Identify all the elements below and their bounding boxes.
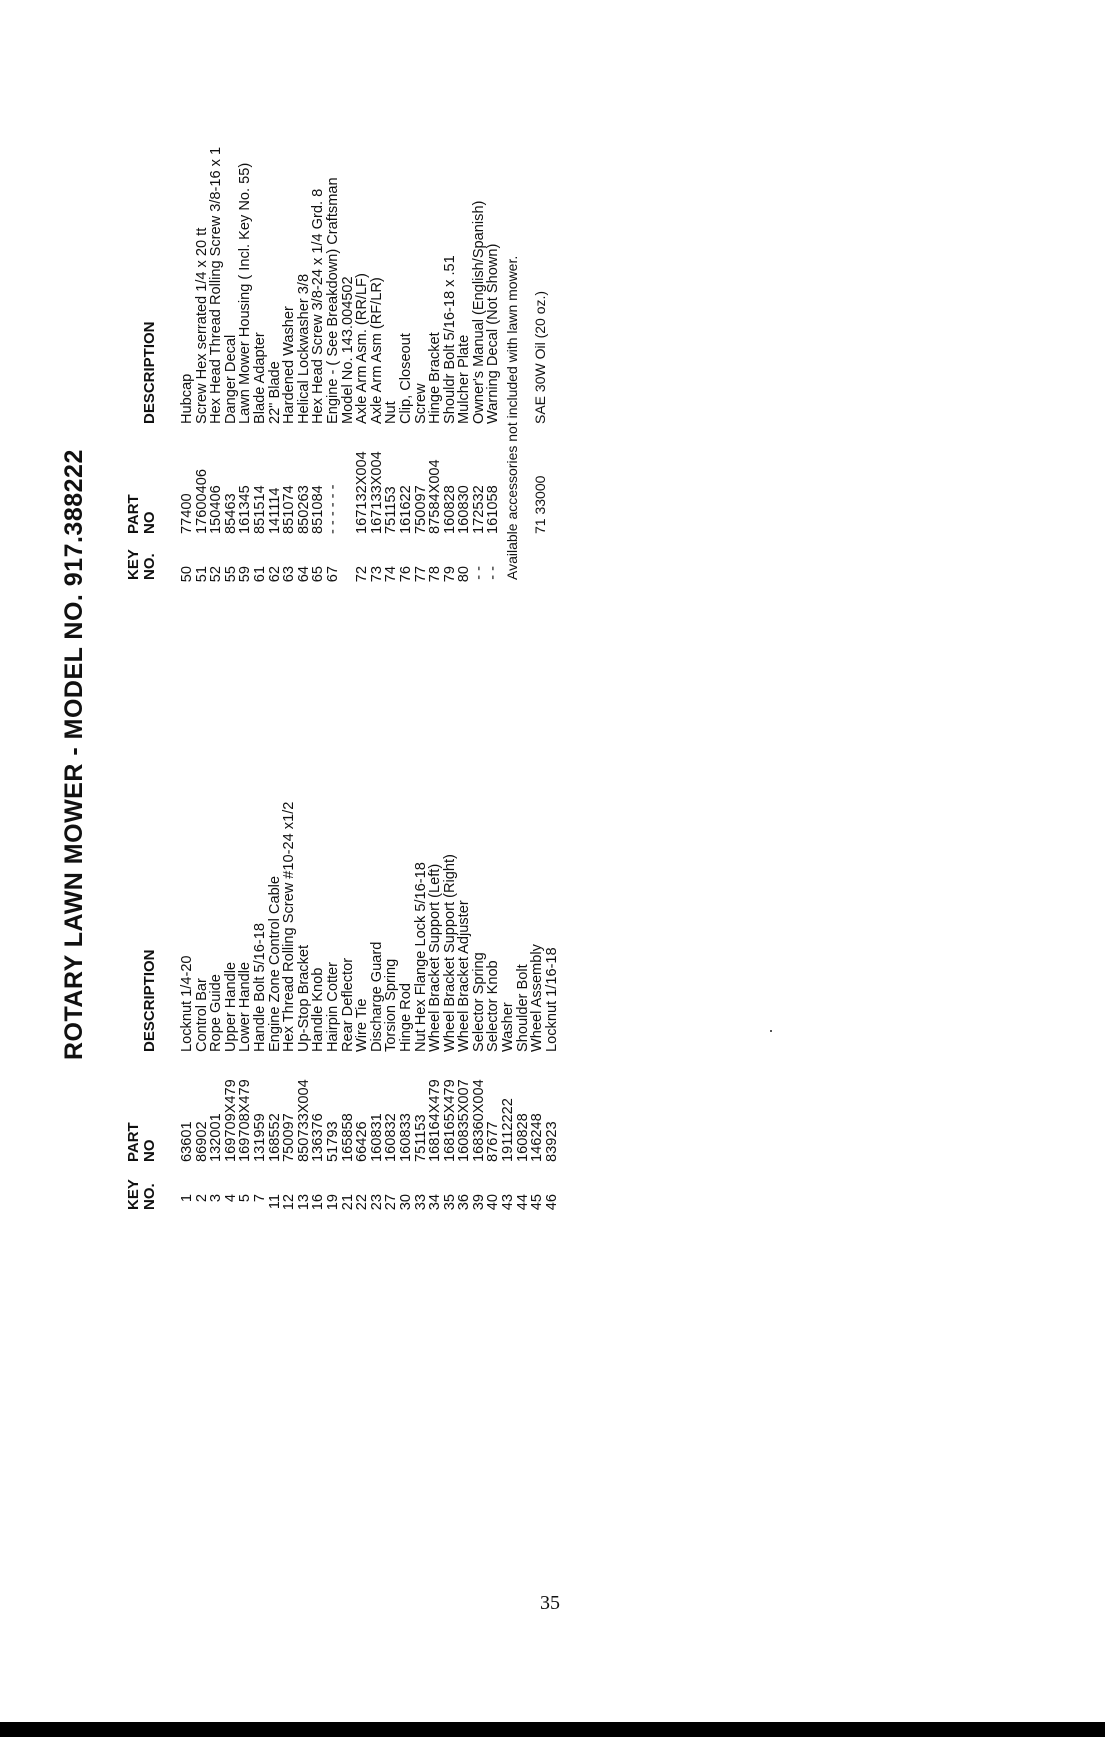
part-description: Nut <box>383 401 400 424</box>
table-row <box>311 802 326 1224</box>
table-row <box>326 802 341 1224</box>
key-number: 62 <box>266 566 283 583</box>
table-row <box>457 802 472 1224</box>
part-description: Hinge Rod <box>397 983 414 1052</box>
part-number: 160828 <box>514 1113 531 1162</box>
part-number: 160831 <box>368 1113 385 1162</box>
key-number: 11 <box>266 1194 283 1210</box>
part-description: Hex Head Screw 3/8-24 x 1/4 Grd. 8 <box>310 188 327 424</box>
part-description: Locknut 1/4-20 <box>179 955 195 1052</box>
key-number: 33 <box>412 1194 429 1211</box>
table-row <box>311 147 326 596</box>
left-part-header: PART NO <box>125 1122 158 1162</box>
key-number: 27 <box>383 1194 400 1211</box>
part-number: 146248 <box>529 1113 546 1162</box>
part-description: Screw Hex serrated 1/4 x 20 tt <box>193 227 210 424</box>
rotated-content <box>60 10 560 1211</box>
part-description: 22" Blade <box>266 361 283 424</box>
part-number: 150406 <box>208 485 225 534</box>
key-number: 22 <box>354 1194 371 1211</box>
key-number: 12 <box>281 1194 298 1211</box>
part-number: 750097 <box>281 1113 298 1162</box>
part-description: Model No. 143.004502 <box>339 276 356 424</box>
left-parts-table <box>180 802 559 1224</box>
table-row <box>486 802 501 1224</box>
table-row <box>326 147 341 596</box>
key-number: 52 <box>208 566 225 583</box>
key-number: 7 <box>251 1194 268 1203</box>
part-description: Hairpin Cotter <box>324 961 341 1052</box>
table-row <box>224 802 239 1224</box>
key-number: 1 <box>179 1194 195 1203</box>
part-number: 160833 <box>397 1113 414 1162</box>
table-row <box>209 802 224 1224</box>
key-number: - - <box>485 566 502 580</box>
right-part-header: PART NO <box>125 494 158 534</box>
key-number: 13 <box>295 1194 312 1211</box>
part-number: 168165X479 <box>441 1079 458 1162</box>
part-description: Torsion Spring <box>383 958 400 1052</box>
part-description: Upper Handle <box>222 961 239 1052</box>
table-row <box>297 147 312 596</box>
key-number: 65 <box>310 566 327 583</box>
key-number: 77 <box>412 566 429 583</box>
table-row <box>253 802 268 1224</box>
part-description: Locknut 1/16-18 <box>543 947 560 1052</box>
part-number: 160835X007 <box>456 1079 473 1162</box>
key-number: 76 <box>397 566 414 583</box>
table-row <box>399 147 414 596</box>
key-number: 51 <box>193 566 210 583</box>
table-row <box>414 802 429 1224</box>
table-row <box>384 802 399 1224</box>
part-number: 141114 <box>266 487 283 534</box>
key-number: 61 <box>251 566 268 583</box>
part-description: Wheel Bracket Support (Right) <box>441 854 458 1052</box>
part-number: 167133X004 <box>368 451 385 534</box>
part-description: Selector Spring <box>470 952 487 1052</box>
table-row <box>370 802 385 1224</box>
scan-speck <box>770 1030 772 1032</box>
key-number: 4 <box>222 1194 239 1203</box>
part-description: Mulcher Plate <box>456 334 473 424</box>
key-number: 59 <box>237 566 254 583</box>
table-row <box>472 802 487 1224</box>
part-number: 87677 <box>485 1121 502 1162</box>
table-row <box>341 147 356 596</box>
table-row <box>355 802 370 1224</box>
part-number: 850263 <box>295 485 312 534</box>
accessories-note: Available accessories not included with lawn mower. <box>504 255 520 580</box>
part-description: Helical Lockwasher 3/8 <box>295 273 312 424</box>
part-number: 168164X479 <box>427 1079 444 1162</box>
part-number: 19112222 <box>500 1098 517 1162</box>
part-description: Shouldr Bolt 5/16-18 x .51 <box>441 255 458 424</box>
part-number: 66426 <box>354 1121 371 1162</box>
table-row <box>501 802 516 1224</box>
key-number: 35 <box>441 1194 458 1211</box>
part-number: 168552 <box>266 1113 283 1162</box>
part-description: Clip, Closeout <box>397 333 414 424</box>
part-number: 751153 <box>383 486 400 534</box>
part-number: 161622 <box>397 485 414 534</box>
part-number: 167132X004 <box>354 451 371 534</box>
part-description: Rope Guide <box>208 974 225 1052</box>
left-key-header: KEY NO. <box>125 1179 158 1210</box>
key-number: 78 <box>427 566 444 583</box>
page-title: ROTARY LAWN MOWER - MODEL NO. 917.388222 <box>60 449 88 1060</box>
key-number: 43 <box>500 1194 517 1211</box>
accessory-description: SAE 30W Oil (20 oz.) <box>532 290 548 424</box>
part-description: Up-Stop Bracket <box>295 944 312 1052</box>
part-description: Wheel Assembly <box>529 944 546 1052</box>
key-number: 55 <box>222 566 239 583</box>
part-description: Handle Knob <box>310 967 327 1052</box>
key-number: 79 <box>441 566 458 583</box>
table-row <box>282 147 297 596</box>
part-description: Nut Hex Flange Lock 5/16-18 <box>412 862 429 1052</box>
part-description: Shoulder Bolt <box>514 964 531 1052</box>
part-number: 750097 <box>412 485 429 534</box>
table-row <box>180 147 195 596</box>
part-description: Lower Handle <box>237 961 254 1052</box>
part-number: 851514 <box>251 485 268 534</box>
part-description: Lawn Mower Housing ( Incl. Key No. 55) <box>237 162 254 424</box>
table-row <box>370 147 385 596</box>
part-description: Hinge Bracket <box>427 332 444 424</box>
right-parts-table <box>180 147 501 596</box>
table-row <box>238 802 253 1224</box>
key-number: 80 <box>456 566 473 583</box>
part-number: 751153 <box>412 1114 429 1162</box>
part-description: Wire Tie <box>354 998 371 1052</box>
key-number: - - <box>470 566 487 580</box>
part-number: 85463 <box>222 493 239 534</box>
table-row <box>253 147 268 596</box>
table-row <box>545 802 560 1224</box>
table-row <box>486 147 501 596</box>
table-row <box>195 147 210 596</box>
key-number: 21 <box>339 1194 356 1211</box>
left-description-header: DESCRIPTION <box>141 949 158 1052</box>
table-row <box>268 802 283 1224</box>
part-description: Wheel Bracket Adjuster <box>456 900 473 1052</box>
table-row <box>238 147 253 596</box>
key-number: 67 <box>324 566 341 583</box>
part-number: 851084 <box>310 485 327 534</box>
part-number: 169708X479 <box>237 1079 254 1162</box>
part-description: Hex Head Thread Rolling Screw 3/8-16 x 1 <box>208 146 225 424</box>
part-description: Handle Bolt 5/16-18 <box>251 923 268 1052</box>
table-row <box>428 802 443 1224</box>
key-number: 30 <box>397 1194 414 1211</box>
part-number: 132001 <box>208 1113 225 1162</box>
table-row <box>414 147 429 596</box>
key-number: 40 <box>485 1194 502 1211</box>
table-row <box>224 147 239 596</box>
part-number: 17600406 <box>193 469 210 534</box>
key-number: 34 <box>427 1194 444 1211</box>
part-description: Warning Decal (Not Shown) <box>485 243 502 424</box>
part-number: 83923 <box>543 1121 560 1162</box>
page-number: 35 <box>540 1592 560 1614</box>
part-number: 172532 <box>470 485 487 534</box>
part-description: Danger Decal <box>222 334 239 424</box>
right-key-header: KEY NO. <box>125 549 158 580</box>
table-row <box>282 802 297 1224</box>
part-description: Discharge Guard <box>368 941 385 1052</box>
table-row <box>297 802 312 1224</box>
key-number: 2 <box>193 1194 210 1203</box>
part-description: Blade Adapter <box>251 332 268 424</box>
right-description-header: DESCRIPTION <box>141 321 158 424</box>
part-number: - - - - - - <box>324 484 341 534</box>
part-number: 169709X479 <box>222 1079 239 1162</box>
key-number: 3 <box>208 1194 225 1203</box>
table-row <box>341 802 356 1224</box>
key-number: 36 <box>456 1194 473 1211</box>
part-number: 131959 <box>251 1113 268 1162</box>
key-number: 5 <box>237 1194 254 1203</box>
table-row <box>209 147 224 596</box>
table-row <box>457 147 472 596</box>
key-number: 19 <box>324 1194 341 1211</box>
part-description: Axle Arm Asm (RF/LR) <box>368 277 385 424</box>
part-description: Engine Zone Control Cable <box>266 875 283 1052</box>
part-number: 63601 <box>179 1121 195 1162</box>
part-number: 86902 <box>193 1121 210 1162</box>
table-row <box>180 802 195 1224</box>
table-row <box>399 802 414 1224</box>
table-row <box>384 147 399 596</box>
table-row <box>443 802 458 1224</box>
part-description: Engine - ( See Breakdown) Craftsman <box>324 177 341 424</box>
key-number: 72 <box>354 566 371 583</box>
key-number: 74 <box>383 566 400 583</box>
table-row <box>268 147 283 596</box>
key-number: 46 <box>543 1194 560 1211</box>
key-number: 39 <box>470 1194 487 1211</box>
part-description: Wheel Bracket Support (Left) <box>427 863 444 1052</box>
part-description: Hardened Washer <box>281 306 298 424</box>
table-row <box>516 802 531 1224</box>
part-number: 850733X004 <box>295 1079 312 1162</box>
key-number: 63 <box>281 566 298 583</box>
table-row <box>355 147 370 596</box>
part-number: 168360X004 <box>470 1079 487 1162</box>
part-description: Axle Arm Asm. (RR/LF) <box>354 273 371 424</box>
part-number: 160828 <box>441 485 458 534</box>
table-row <box>472 147 487 596</box>
key-number: 45 <box>529 1194 546 1211</box>
part-number: 136376 <box>310 1113 327 1162</box>
key-number: 64 <box>295 566 312 583</box>
accessory-part: 71 33000 <box>532 475 548 534</box>
table-row <box>443 147 458 596</box>
part-number: 87584X004 <box>427 459 444 534</box>
part-description: Washer <box>500 1002 517 1052</box>
scan-edge-bar <box>0 1722 1105 1737</box>
part-number: 161345 <box>237 485 254 534</box>
key-number: 50 <box>179 566 195 583</box>
table-row <box>530 802 545 1224</box>
key-number: 23 <box>368 1194 385 1211</box>
part-number: 51793 <box>324 1121 341 1162</box>
table-row <box>195 802 210 1224</box>
part-description: Selector Knob <box>485 960 502 1052</box>
part-number: 160830 <box>456 485 473 534</box>
part-description: Screw <box>412 383 429 424</box>
part-description: Hubcap <box>179 373 195 424</box>
part-number: 851074 <box>281 485 298 534</box>
part-description: Rear Deflector <box>339 957 356 1052</box>
part-number: 160832 <box>383 1113 400 1162</box>
part-number: 165858 <box>339 1113 356 1162</box>
key-number: 16 <box>310 1194 327 1211</box>
key-number: 73 <box>368 566 385 583</box>
part-description: Hex Thread Rolling Screw #10-24 x1/2 <box>281 801 298 1052</box>
part-number: 77400 <box>179 493 195 534</box>
part-description: Owner's Manual (English/Spanish) <box>470 200 487 424</box>
key-number: 44 <box>514 1194 531 1211</box>
table-row <box>428 147 443 596</box>
part-description: Control Bar <box>193 978 210 1052</box>
part-number: 161058 <box>485 485 502 534</box>
